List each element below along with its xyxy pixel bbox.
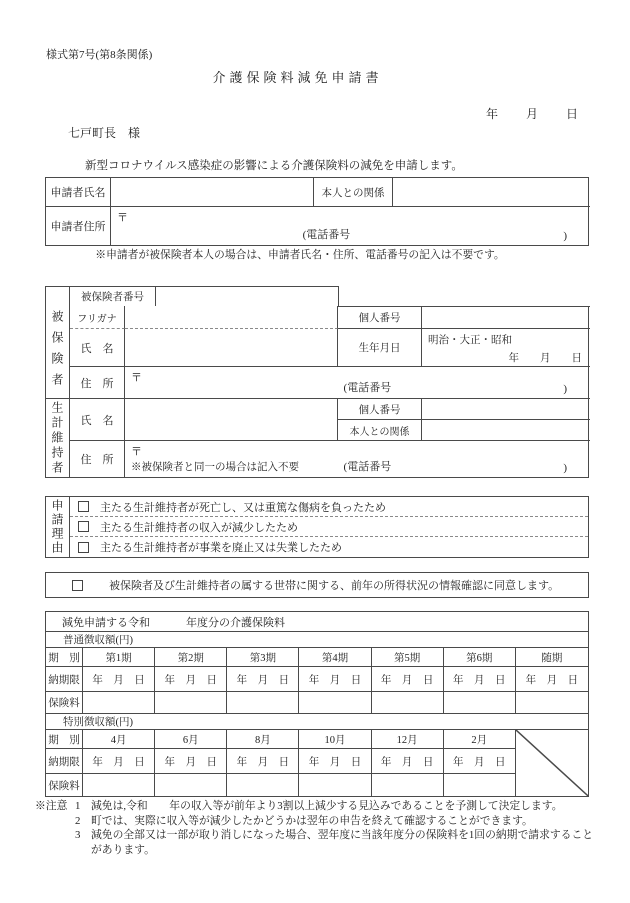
month-col-header: 10月 — [299, 730, 371, 749]
footnotes — [35, 799, 597, 858]
amount-field[interactable] — [299, 774, 371, 796]
period-col-header: 第3期 — [227, 648, 299, 667]
insured-group-label: 被保険者 — [46, 306, 70, 399]
insured-name-label: 氏 名 — [70, 329, 125, 367]
supporter-personal-no-field[interactable] — [422, 399, 590, 420]
supporter-relation-field[interactable] — [422, 420, 590, 441]
due-date-field[interactable]: 年 月 日 — [372, 667, 444, 692]
month-col-header: 4月 — [83, 730, 155, 749]
date-day-label: 日 — [565, 107, 578, 121]
reason-text-3: 主たる生計維持者が事業を廃止又は失業したため — [100, 542, 342, 554]
reason-table — [45, 496, 589, 558]
footnote-number: 1 — [75, 800, 81, 812]
month-col-header: 6月 — [155, 730, 227, 749]
reason-row — [70, 537, 588, 557]
form-number: 様式第7号(第8条関係) — [46, 49, 153, 61]
same-address-note: ※被保険者と同一の場合は記入不要 — [131, 462, 299, 473]
phone-label: (電話番号 — [302, 229, 351, 241]
amount-field[interactable] — [444, 692, 516, 714]
intro-sentence: 新型コロナウイルス感染症の影響による介護保険料の減免を申請します。 — [85, 160, 463, 172]
insured-group-spacer — [46, 287, 70, 306]
date-month-label: 月 — [525, 107, 538, 121]
phone-label: (電話番号 — [343, 382, 392, 394]
applicant-relation-label: 本人との関係 — [314, 178, 393, 207]
due-date-field[interactable]: 年 月 日 — [444, 667, 516, 692]
period-col-header: 第4期 — [299, 648, 371, 667]
applicant-name-label: 申請者氏名 — [46, 178, 111, 207]
footnote-text: 減免の全部又は一部が取り消しになった場合、翌年度に当該年度分の保険料を1回の納期で請求することがあります。 — [91, 829, 594, 857]
amount-row-label: 保険料 — [46, 692, 83, 714]
date-year-label: 年 — [485, 107, 498, 121]
due-date-field[interactable]: 年 月 日 — [516, 667, 588, 692]
page-title: 介護保険料減免申請書 — [212, 70, 383, 85]
due-date-field[interactable]: 年 月 日 — [299, 749, 371, 774]
phone-close-paren: ) — [563, 383, 567, 395]
amount-field[interactable] — [83, 774, 155, 796]
reason-text-1: 主たる生計維持者が死亡し、又は重篤な傷病を負ったため — [100, 501, 386, 514]
footnote-text: 減免は,令和 年の収入等が前年より3割以上減少する見込みであることを予測して決定します。 — [91, 800, 563, 812]
applicant-note: ※申請者が被保険者本人の場合は、申請者氏名・住所、電話番号の記入は不要です。 — [95, 249, 505, 261]
footnote-number: 2 — [75, 814, 81, 827]
ordinary-collection-label: 普通徴収額(円) — [46, 632, 588, 648]
supporter-relation-label: 本人との関係 — [338, 420, 422, 441]
amount-field[interactable] — [83, 692, 155, 714]
addressee: 七戸町長 様 — [68, 126, 141, 140]
amount-row-label: 保険料 — [46, 774, 83, 796]
insured-furigana-field[interactable] — [125, 306, 338, 329]
insured-personal-no-label: 個人番号 — [338, 306, 422, 329]
postal-mark: 〒 — [117, 212, 128, 224]
reason-checkbox-1[interactable] — [78, 501, 89, 512]
supporter-personal-no-label: 個人番号 — [338, 399, 422, 420]
insured-number-boxes — [156, 287, 338, 306]
applicant-name-field[interactable] — [111, 178, 314, 207]
amount-field[interactable] — [155, 692, 227, 714]
consent-text: 被保険者及び生計維持者の属する世帯に関する、前年の所得状況の情報確認に同意します。 — [109, 580, 560, 592]
supporter-address-label: 住 所 — [70, 441, 125, 477]
due-row-label: 納期限 — [46, 749, 83, 774]
period-col-header: 第5期 — [372, 648, 444, 667]
period-col-header: 第2期 — [155, 648, 227, 667]
consent-checkbox[interactable] — [72, 580, 83, 591]
amount-field[interactable] — [444, 774, 516, 796]
insured-number-row — [45, 286, 339, 307]
premium-header — [46, 612, 588, 632]
postal-mark: 〒 — [131, 446, 142, 458]
premium-header-prefix: 減免申請する令和 — [62, 616, 150, 629]
insured-address-field[interactable] — [125, 367, 590, 399]
premium-header-suffix: 年度分の介護保険料 — [186, 616, 285, 629]
insured-personal-no-field[interactable] — [422, 306, 590, 329]
due-date-field[interactable]: 年 月 日 — [83, 667, 155, 692]
birth-ymd-label: 年 月 日 — [508, 353, 582, 364]
due-date-field[interactable]: 年 月 日 — [299, 667, 371, 692]
applicant-table — [45, 177, 589, 246]
amount-field[interactable] — [372, 692, 444, 714]
applicant-relation-field[interactable] — [393, 178, 590, 207]
applicant-address-label: 申請者住所 — [46, 207, 111, 245]
supporter-name-label: 氏 名 — [70, 399, 125, 441]
due-date-field[interactable]: 年 月 日 — [155, 667, 227, 692]
period-row-label: 期 別 — [46, 648, 83, 667]
month-col-header: 8月 — [227, 730, 299, 749]
due-date-field[interactable]: 年 月 日 — [444, 749, 516, 774]
phone-close-paren: ) — [563, 230, 567, 242]
reason-checkbox-2[interactable] — [78, 521, 89, 532]
amount-field[interactable] — [227, 692, 299, 714]
insured-birth-field[interactable] — [422, 329, 590, 367]
period-col-header: 随期 — [516, 648, 588, 667]
footnote-number: 3 — [75, 829, 81, 842]
premium-table — [45, 611, 589, 797]
period-row-label: 期 別 — [46, 730, 83, 749]
amount-field[interactable] — [227, 774, 299, 796]
due-date-field[interactable]: 年 月 日 — [372, 749, 444, 774]
diagonal-blank-cell — [516, 730, 588, 796]
era-options: 明治・大正・昭和 — [428, 335, 512, 346]
diagonal-line — [516, 730, 588, 796]
reason-group-label: 申請理由 — [46, 497, 70, 557]
supporter-group-label: 生計維持者 — [46, 399, 70, 477]
amount-field[interactable] — [299, 692, 371, 714]
supporter-address-field[interactable] — [125, 441, 590, 477]
due-date-field[interactable]: 年 月 日 — [155, 749, 227, 774]
insured-supporter-table — [45, 306, 589, 478]
amount-field[interactable] — [155, 774, 227, 796]
date-line — [486, 105, 578, 122]
footnote-caption: ※注意 — [35, 800, 68, 812]
postal-mark: 〒 — [131, 372, 142, 384]
due-date-field[interactable]: 年 月 日 — [227, 749, 299, 774]
insured-furigana-label: フリガナ — [70, 306, 125, 329]
insured-number-label: 被保険者番号 — [70, 287, 156, 306]
month-col-header: 2月 — [444, 730, 516, 749]
insured-name-field[interactable] — [125, 329, 338, 367]
due-date-field[interactable]: 年 月 日 — [83, 749, 155, 774]
reason-row — [70, 517, 588, 537]
month-col-header: 12月 — [372, 730, 444, 749]
due-date-field[interactable]: 年 月 日 — [227, 667, 299, 692]
applicant-address-field[interactable] — [111, 207, 590, 245]
due-row-label: 納期限 — [46, 667, 83, 692]
reason-text-2: 主たる生計維持者の収入が減少したため — [100, 521, 298, 534]
insured-birth-label: 生年月日 — [338, 329, 422, 367]
special-collection-label: 特別徴収額(円) — [46, 714, 588, 730]
phone-close-paren: ) — [563, 462, 567, 474]
insured-address-label: 住 所 — [70, 367, 125, 399]
reason-row — [70, 497, 588, 517]
footnote-text: 町では、実際に収入等が減少したかどうかは翌年の申告を終えて確認することができます。 — [91, 814, 533, 827]
amount-field[interactable] — [516, 692, 588, 714]
phone-label: (電話番号 — [343, 461, 392, 473]
reason-checkbox-3[interactable] — [78, 542, 89, 553]
period-col-header: 第1期 — [83, 648, 155, 667]
consent-box — [45, 572, 589, 598]
amount-field[interactable] — [372, 774, 444, 796]
supporter-name-field[interactable] — [125, 399, 338, 441]
period-col-header: 第6期 — [444, 648, 516, 667]
